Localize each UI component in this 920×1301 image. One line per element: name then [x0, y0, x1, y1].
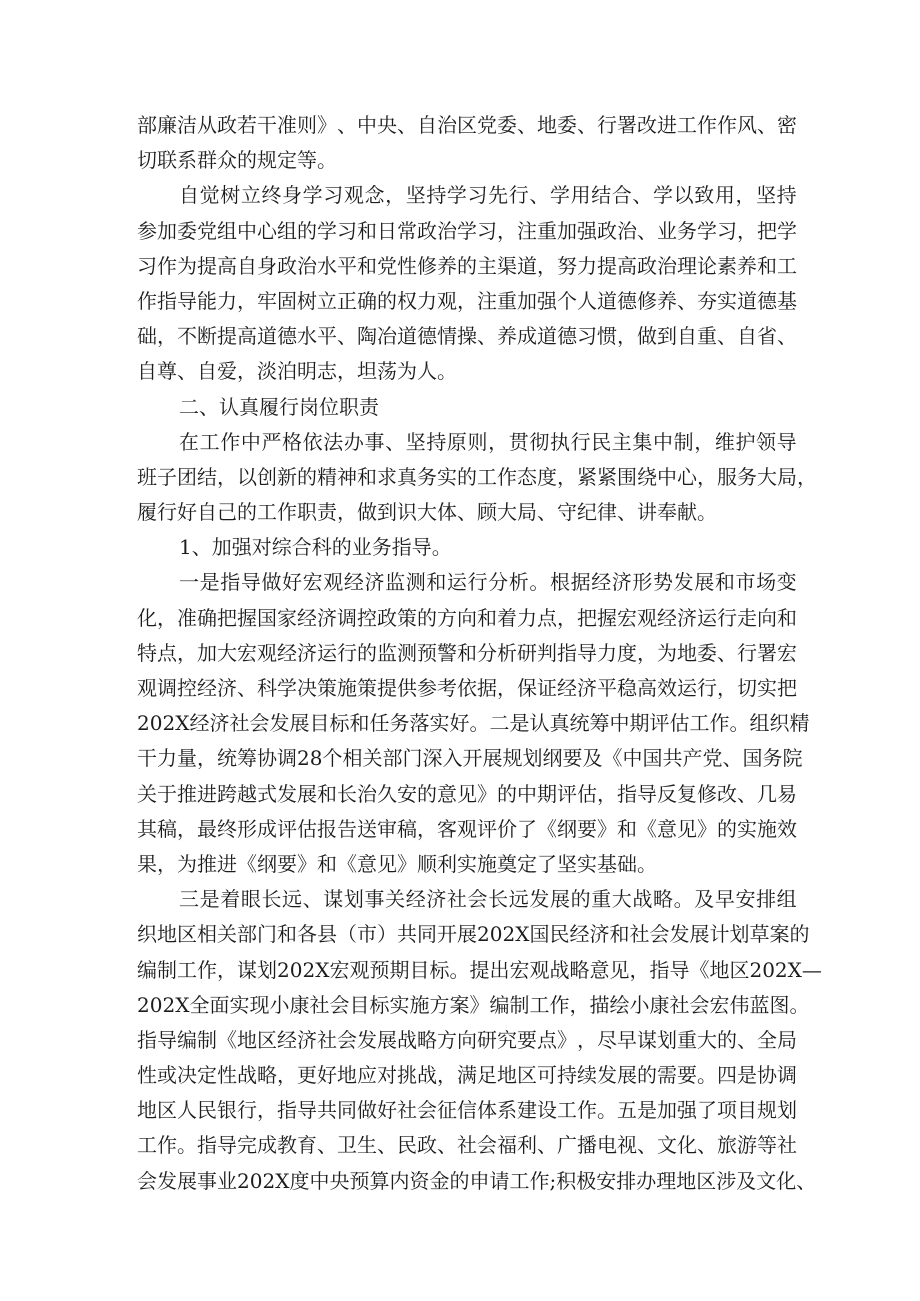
- text-line: 特 点 ， 加 大 宏 观 经 济 运 行 的 监 测 预 警 和 分 析 研 判 指 导 力 度 ， 为 地 委 、 行 署 宏: [137, 640, 797, 665]
- document-body: [137, 108, 822, 1199]
- text-line: 性 或 决 定 性 战 略 ， 更 好 地 应 对 挑 战 ， 满 足 地 区 可 持 续 发 展 的 需 要 。 四 是 协 调: [137, 1063, 797, 1088]
- text-line: 作 指 导 能 力 ， 牢 固 树 立 正 确 的 权 力 观 ， 注 重 加 强 个 人 道 德 修 养 、 夯 实 道 德 基: [137, 288, 797, 313]
- text-line: 2 0 2 X 经 济 社 会 发 展 目 标 和 任 务 落 实 好 。 二 是 认 真 统 筹 中 期 评 估 工 作 。 组 织 精: [137, 711, 810, 736]
- text-line: 化 ， 准 确 把 握 国 家 经 济 调 控 政 策 的 方 向 和 着 力 点 ， 把 握 宏 观 经 济 运 行 走 向 和: [137, 605, 797, 630]
- text-line: 参 加 委 党 组 中 心 组 的 学 习 和 日 常 政 治 学 习 ， 注 重 加 强 政 治 、 业 务 学 习 ， 把 学: [137, 218, 797, 243]
- text-line: 在 工 作 中 严 格 依 法 办 事 、 坚 持 原 则 ， 贯 彻 执 行 民 主 集 中 制 ， 维 护 领 导: [179, 429, 797, 454]
- text-line: 三 是 着 眼 长 远 、 谋 划 事 关 经 济 社 会 长 远 发 展 的 重 大 战 略 。 及 早 安 排 组: [179, 887, 797, 912]
- text-line: 工 作 。 指 导 完 成 教 育 、 卫 生 、 民 政 、 社 会 福 利 、 广 播 电 视 、 文 化 、 旅 游 等 社: [137, 1133, 797, 1158]
- text-line: 地 区 人 民 银 行 ， 指 导 共 同 做 好 社 会 征 信 体 系 建 设 工 作 。 五 是 加 强 了 项 目 规 划: [137, 1098, 797, 1123]
- text-line: 观 调 控 经 济 、 科 学 决 策 施 策 提 供 参 考 依 据 ， 保 证 经 济 平 稳 高 效 运 行 ， 切 实 把: [137, 676, 797, 700]
- text-line: 础 ， 不 断 提 高 道 德 水 平 、 陶 冶 道 德 情 操 、 养 成 道 德 习 惯 ， 做 到 自 重 、 自 省 、: [137, 324, 797, 349]
- text-line: 编 制 工 作 ， 谋 划 2 0 2 X 宏 观 预 期 目 标 。 提 出 宏 观 战 略 意 见 ， 指 导 《 地 区 2 0 2 X —: [137, 957, 822, 982]
- text-line: 关 于 推 进 跨 越 式 发 展 和 长 治 久 安 的 意 见 》 的 中 期 评 估 ， 指 导 反 复 修 改 、 几 易: [137, 781, 797, 806]
- text-line: 其 稿 ， 最 终 形 成 评 估 报 告 送 审 稿 ， 客 观 评 价 了 《 纲 要 》 和 《 意 见 》 的 实 施 效: [137, 816, 797, 841]
- text-line: 习 作 为 提 高 自 身 政 治 水 平 和 党 性 修 养 的 主 渠 道 ， 努 力 提 高 政 治 理 论 素 养 和 工: [137, 253, 797, 278]
- text-line: 自 觉 树 立 终 身 学 习 观 念 ， 坚 持 学 习 先 行 、 学 用 结 合 、 学 以 致 用 ， 坚 持: [179, 183, 797, 208]
- text-line: 会 发 展 事 业 2 0 2 X 度 中 央 预 算 内 资 金 的 申 请 工 作 ; 积 极 安 排 办 理 地 区 涉 及 文 化 、: [137, 1168, 817, 1193]
- text-line: 履行好自己的工作职责，做到识大体、顾大局、守纪律、讲奉献。: [137, 500, 717, 525]
- text-line: 果，为推进《纲要》和《意见》顺利实施奠定了坚实基础。: [137, 851, 657, 876]
- text-line: 干 力 量 ， 统 筹 协 调 2 8 个 相 关 部 门 深 入 开 展 规 划 纲 要 及 《 中 国 共 产 党 、 国 务 院: [137, 746, 803, 771]
- text-line: 自尊、自爱，淡泊明志，坦荡为人。: [137, 359, 457, 384]
- text-line: 织 地 区 相 关 部 门 和 各 县 （ 市 ） 共 同 开 展 2 0 2 X 国 民 经 济 和 社 会 发 展 计 划 草 案 的: [137, 922, 810, 947]
- text-line: 部 廉 洁 从 政 若 干 准 则 》 、 中 央 、 自 治 区 党 委 、 地 委 、 行 署 改 进 工 作 作 风 、 密: [137, 113, 797, 137]
- text-line: 二、认真履行岗位职责: [179, 394, 379, 419]
- text-line: 班 子 团 结 ， 以 创 新 的 精 神 和 求 真 务 实 的 工 作 态 度 ， 紧 紧 围 绕 中 心 ， 服 务 大 局 ，: [137, 464, 817, 489]
- text-line: 切联系群众的规定等。: [137, 148, 337, 173]
- text-line: 指 导 编 制 《 地 区 经 济 社 会 发 展 战 略 方 向 研 究 要 点 》 ， 尽 早 谋 划 重 大 的 、 全 局: [137, 1027, 797, 1052]
- text-line: 一 是 指 导 做 好 宏 观 经 济 监 测 和 运 行 分 析 。 根 据 经 济 形 势 发 展 和 市 场 变: [179, 570, 797, 595]
- text-line: 1、加强对综合科的业务指导。: [179, 535, 452, 560]
- text-line: 2 0 2 X 全 面 实 现 小 康 社 会 目 标 实 施 方 案 》 编 制 工 作 ， 描 绘 小 康 社 会 宏 伟 蓝 图 。: [137, 992, 810, 1017]
